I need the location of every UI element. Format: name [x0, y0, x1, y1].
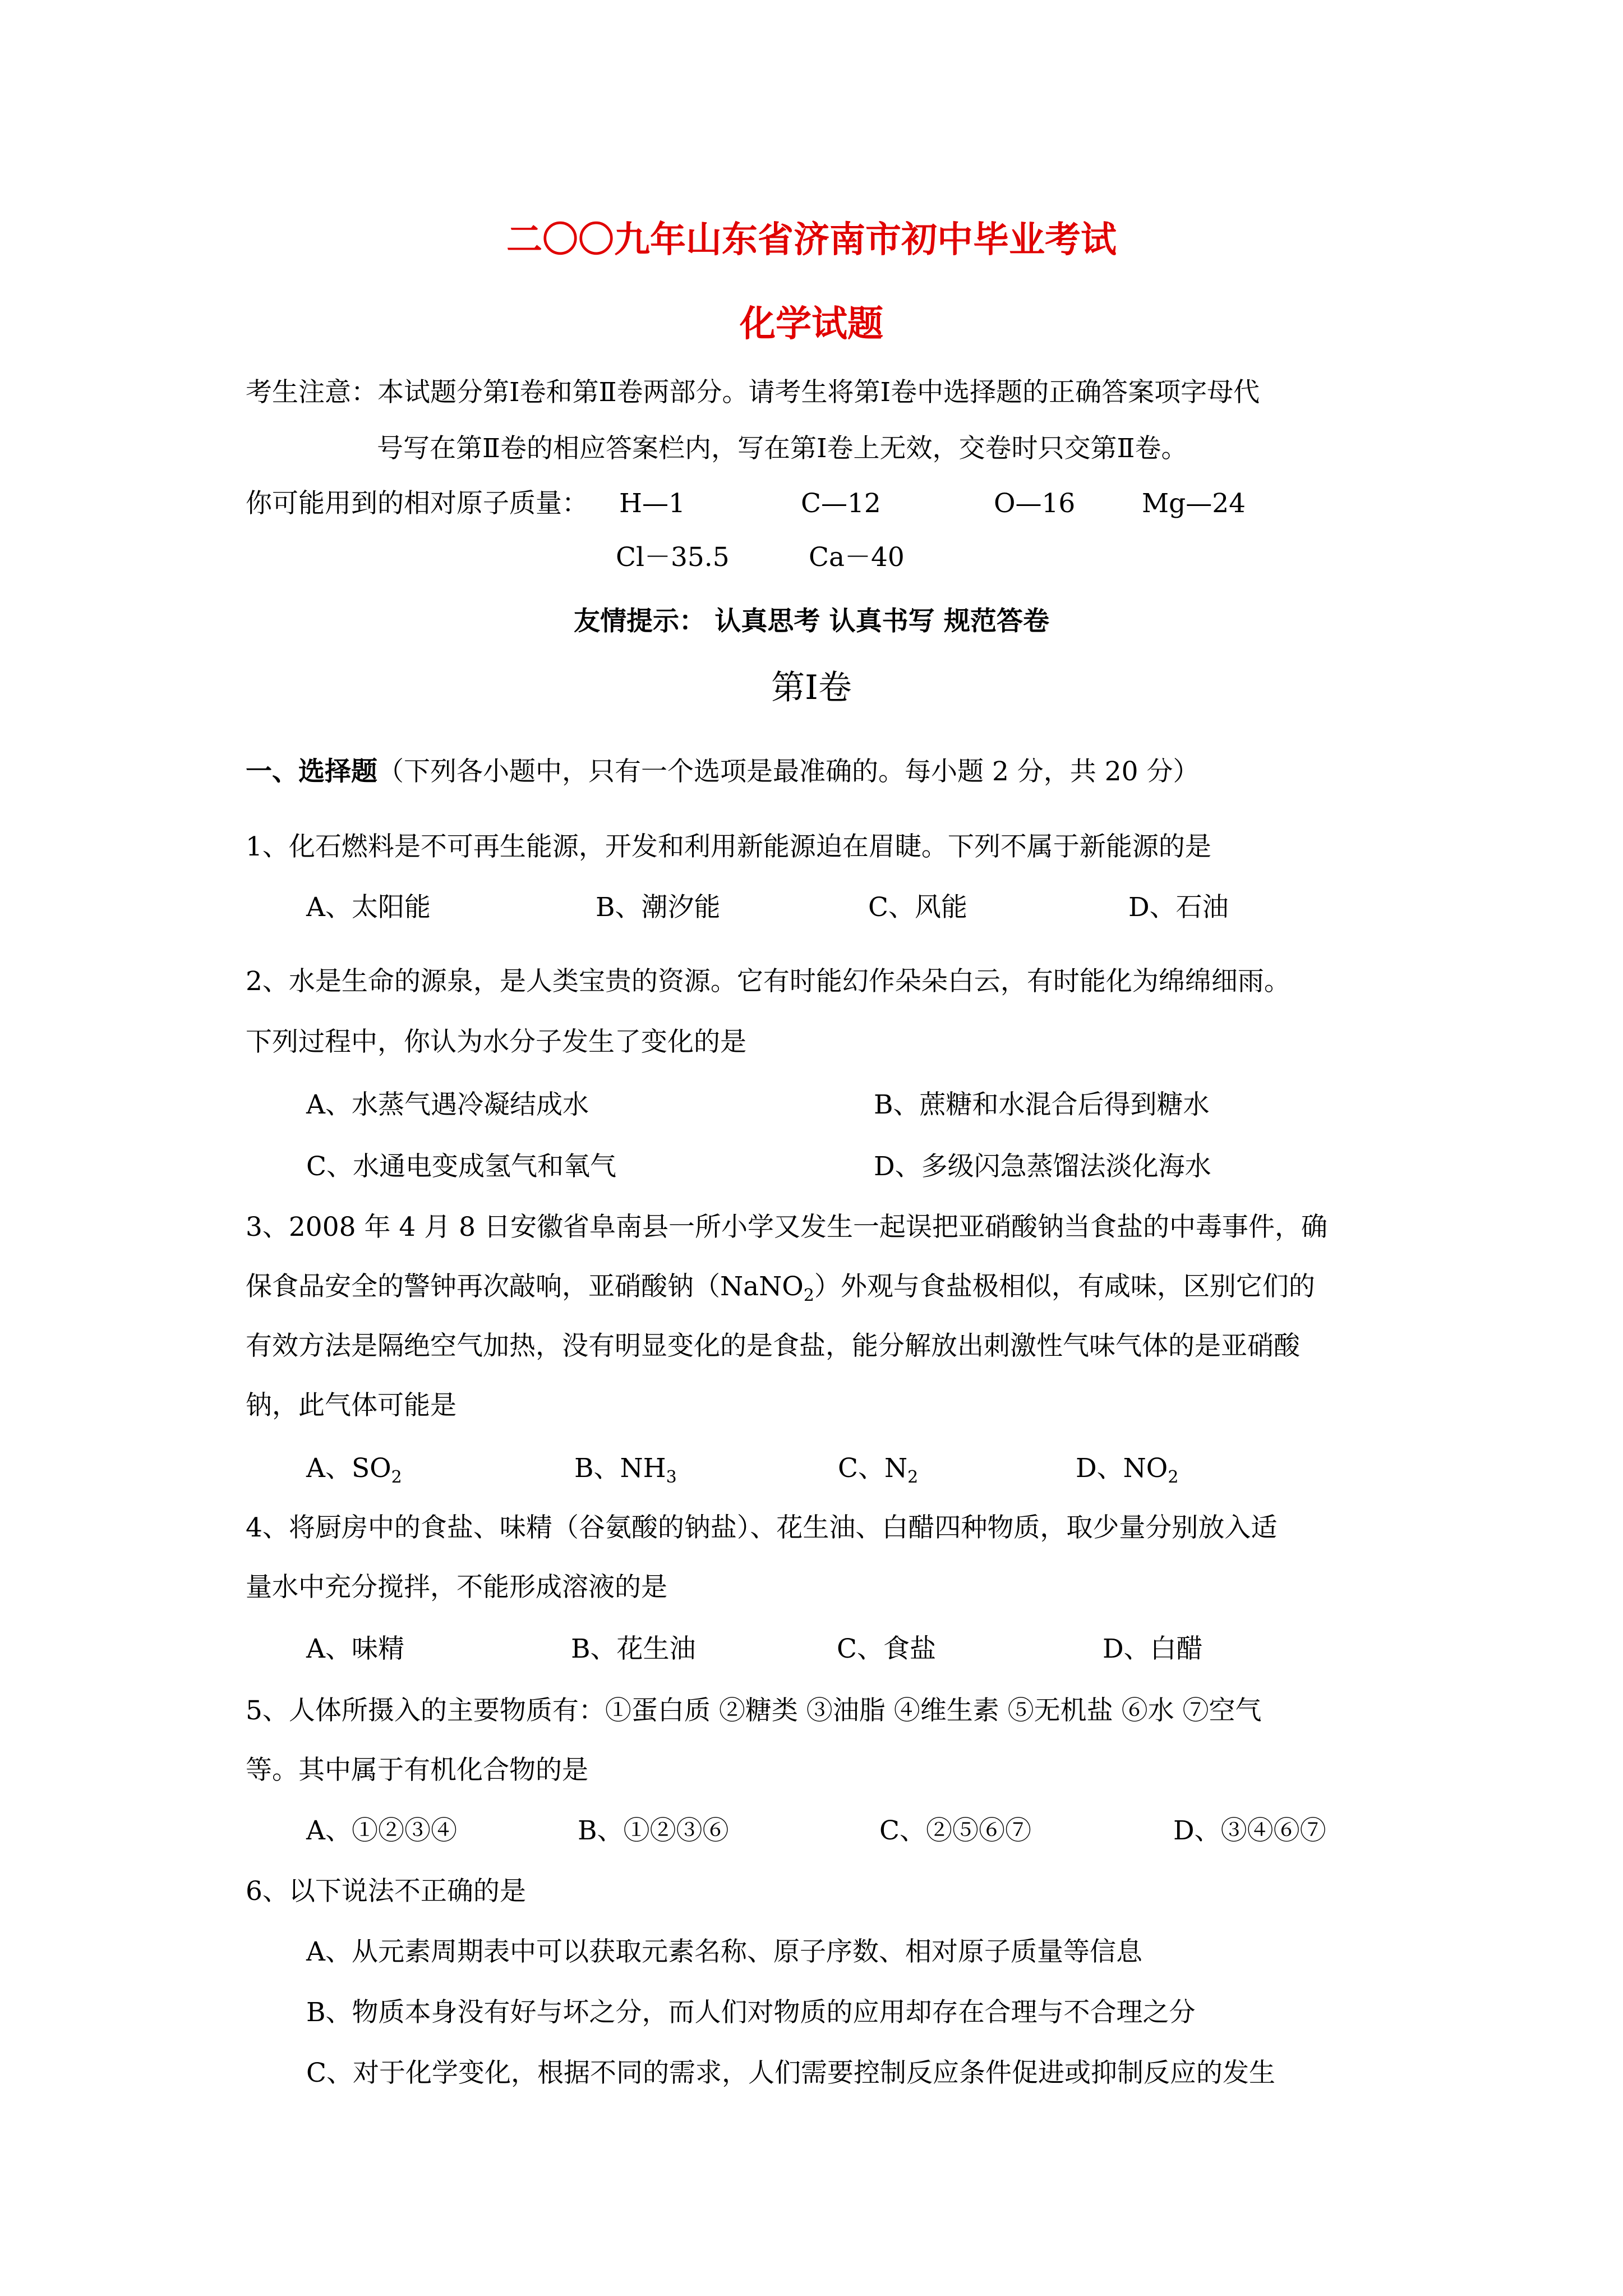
volume-heading: 第Ⅰ卷	[771, 668, 852, 707]
q2-option-c: C、水通电变成氢气和氧气	[306, 1151, 616, 1182]
q3-stem-2-pre: 保食品安全的警钟再次敲响，亚硝酸钠（NaNO	[246, 1271, 804, 1302]
q3-stem-2-subscript: 2	[803, 1286, 814, 1305]
q5-option-d: D、③④⑥⑦	[1173, 1815, 1326, 1846]
atomic-mass-c: C—12	[801, 488, 881, 519]
q1-option-b: B、潮汐能	[596, 892, 721, 923]
q4-option-d: D、白醋	[1103, 1634, 1203, 1664]
notice-line-1: 考生注意：本试题分第Ⅰ卷和第Ⅱ卷两部分。请考生将第Ⅰ卷中选择题的正确答案项字母代	[246, 377, 1260, 408]
q1-option-c: C、风能	[868, 892, 967, 923]
friendly-tip: 友情提示： 认真思考 认真书写 规范答卷	[573, 606, 1050, 637]
q3-stem-2	[246, 1270, 1315, 1304]
q2-option-d: D、多级闪急蒸馏法淡化海水	[874, 1151, 1211, 1182]
q4-option-b: B、花生油	[571, 1634, 696, 1664]
q3-option-c-subscript: 2	[907, 1467, 919, 1487]
atomic-mass-mg: Mg—24	[1142, 488, 1246, 519]
q3-option-c	[838, 1452, 918, 1485]
q6-option-a: A、从元素周期表中可以获取元素名称、原子序数、相对原子质量等信息	[306, 1936, 1142, 1967]
exam-subtitle: 化学试题	[740, 303, 883, 345]
q5-option-a: A、①②③④	[306, 1815, 457, 1846]
q3-option-b-subscript: 3	[666, 1467, 677, 1487]
notice-line-2: 号写在第Ⅱ卷的相应答案栏内，写在第Ⅰ卷上无效，交卷时只交第Ⅱ卷。	[377, 433, 1188, 464]
q2-option-a: A、水蒸气遇冷凝结成水	[306, 1089, 589, 1120]
q4-option-a: A、味精	[306, 1634, 404, 1664]
q5-option-b: B、①②③⑥	[578, 1815, 729, 1846]
q2-stem-1: 2、水是生命的源泉，是人类宝贵的资源。它有时能幻作朵朵白云，有时能化为绵绵细雨。	[246, 966, 1290, 997]
section-description: （下列各小题中，只有一个选项是最准确的。每小题 2 分，共 20 分）	[377, 756, 1200, 787]
q3-stem-2-post: ）外观与食盐极相似，有咸味，区别它们的	[814, 1271, 1315, 1302]
q6-option-b: B、物质本身没有好与坏之分，而人们对物质的应用却存在合理与不合理之分	[306, 1997, 1196, 2028]
q3-stem-4: 钠，此气体可能是	[246, 1390, 457, 1421]
q3-stem-1: 3、2008 年 4 月 8 日安徽省阜南县一所小学又发生一起误把亚硝酸钠当食盐的中毒事件，确	[246, 1212, 1328, 1243]
q4-stem-2: 量水中充分搅拌，不能形成溶液的是	[246, 1572, 667, 1603]
q5-stem-1: 5、人体所摄入的主要物质有：①蛋白质 ②糖类 ③油脂 ④维生素 ⑤无机盐 ⑥水 ⑦空气	[246, 1695, 1262, 1726]
q3-option-d-subscript: 2	[1168, 1467, 1179, 1487]
q6-stem: 6、以下说法不正确的是	[246, 1876, 526, 1907]
q3-option-a-text: A、SO	[306, 1453, 391, 1484]
exam-title: 二〇〇九年山东省济南市初中毕业考试	[506, 219, 1117, 261]
atomic-mass-ca: Ca－40	[809, 542, 905, 573]
q3-stem-3: 有效方法是隔绝空气加热，没有明显变化的是食盐，能分解放出刺激性气味气体的是亚硝酸	[246, 1331, 1300, 1361]
q1-option-d: D、石油	[1128, 892, 1229, 923]
q5-option-c: C、②⑤⑥⑦	[879, 1815, 1031, 1846]
q3-option-a-subscript: 2	[391, 1467, 402, 1487]
atomic-mass-cl: Cl－35.5	[616, 542, 730, 573]
q3-option-b	[574, 1452, 677, 1485]
q3-option-a	[306, 1452, 402, 1485]
q3-option-d-text: D、NO	[1076, 1453, 1168, 1484]
atomic-mass-label: 你可能用到的相对原子质量：	[246, 488, 588, 519]
atomic-mass-o: O—16	[994, 488, 1076, 519]
q5-stem-2: 等。其中属于有机化合物的是	[246, 1755, 588, 1786]
q1-option-a: A、太阳能	[306, 892, 431, 923]
q4-option-c: C、食盐	[837, 1634, 936, 1664]
q2-stem-2: 下列过程中，你认为水分子发生了变化的是	[246, 1027, 746, 1057]
atomic-mass-h: H—1	[619, 488, 685, 519]
q3-option-b-text: B、NH	[574, 1453, 666, 1484]
q6-option-c: C、对于化学变化，根据不同的需求，人们需要控制反应条件促进或抑制反应的发生	[306, 2058, 1275, 2088]
q2-option-b: B、蔗糖和水混合后得到糖水	[874, 1089, 1210, 1120]
q3-option-c-text: C、N	[838, 1453, 908, 1484]
section-heading-line	[246, 755, 1199, 789]
q3-option-d	[1076, 1452, 1178, 1485]
q1-stem: 1、化石燃料是不可再生能源，开发和利用新能源迫在眉睫。下列不属于新能源的是	[246, 831, 1211, 862]
q4-stem-1: 4、将厨房中的食盐、味精（谷氨酸的钠盐）、花生油、白醋四种物质，取少量分别放入适	[246, 1512, 1278, 1543]
section-heading: 一、选择题	[246, 756, 377, 787]
